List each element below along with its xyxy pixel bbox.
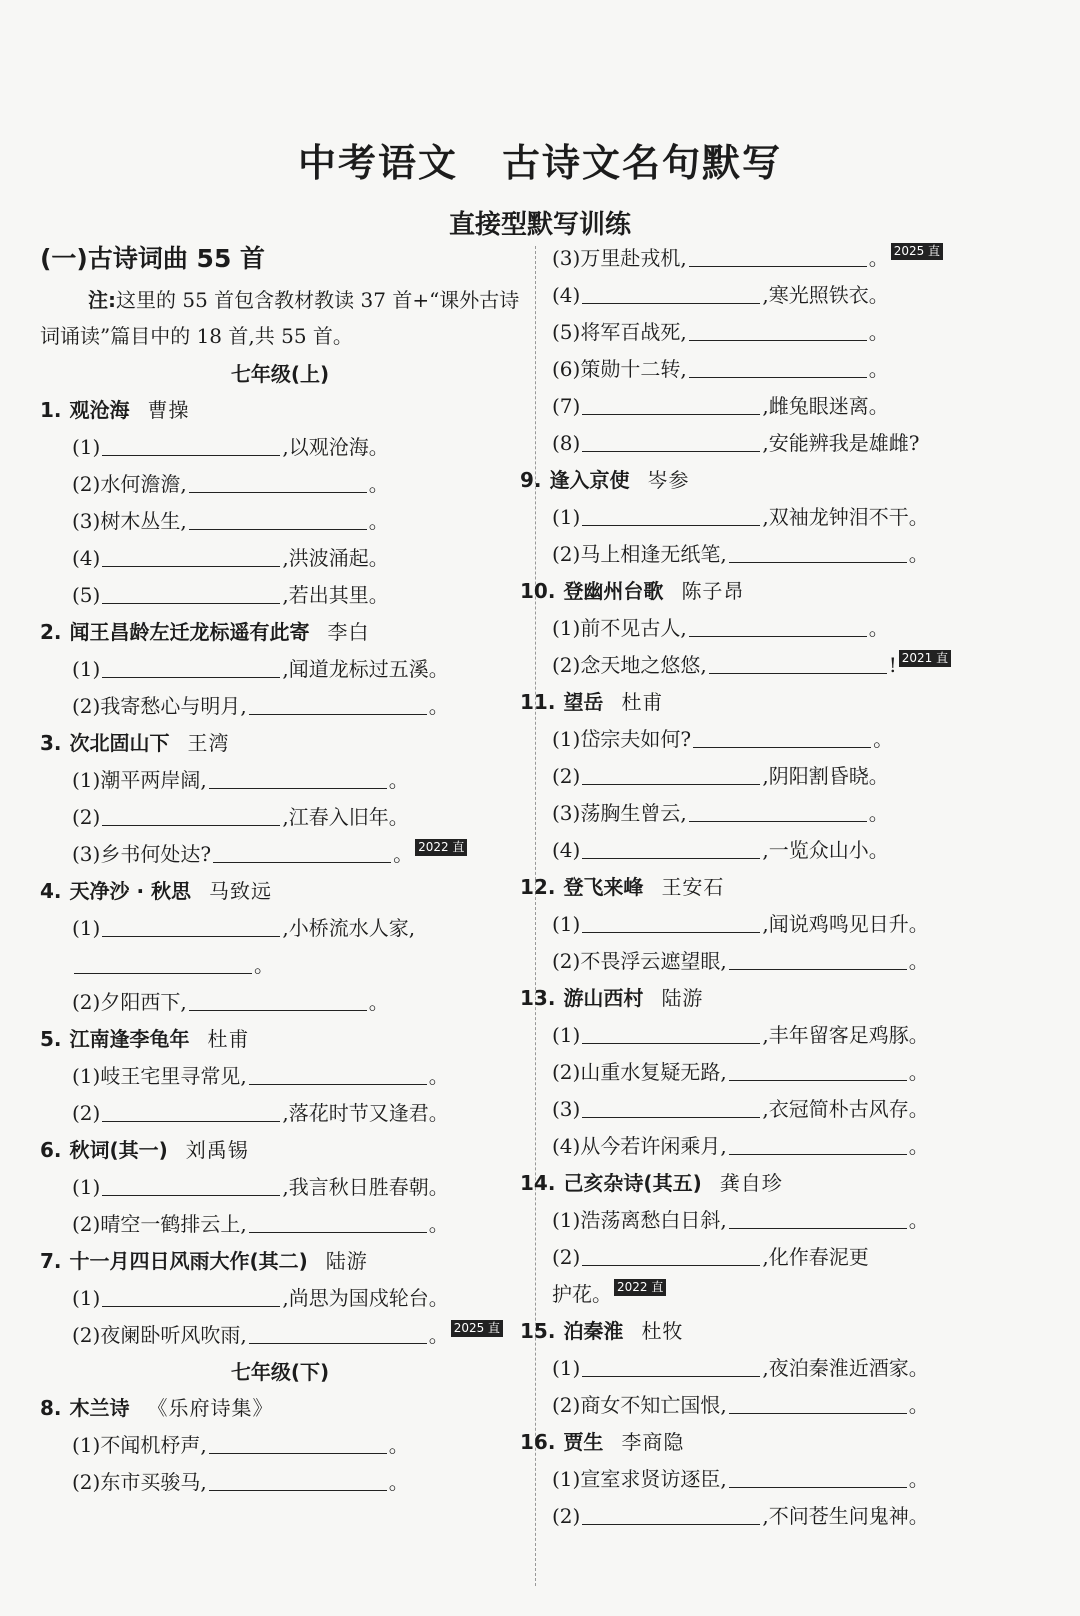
poem-title: 贾生 <box>563 1430 604 1454</box>
answer-blank[interactable] <box>729 1132 907 1155</box>
poem-number: 12. <box>520 875 556 899</box>
line-suffix: 。 <box>428 1064 449 1088</box>
grade-heading: 七年级(下) <box>230 1360 330 1384</box>
answer-blank[interactable] <box>102 1173 280 1196</box>
answer-blank[interactable] <box>209 766 387 789</box>
title-right: 古诗文名句默写 <box>502 141 783 185</box>
left-column <box>40 240 520 1501</box>
line-prefix: (2) <box>552 1504 581 1528</box>
line-suffix: 。 <box>868 616 889 640</box>
answer-blank[interactable] <box>729 947 907 970</box>
line-prefix: (1)前不见古人, <box>552 616 687 640</box>
poem-heading <box>520 573 1020 610</box>
line-suffix: ,雌兔眼迷离。 <box>762 394 889 418</box>
poem-heading <box>520 462 1020 499</box>
answer-blank[interactable] <box>582 1095 760 1118</box>
line-suffix: 。 <box>368 509 389 533</box>
right-column <box>520 240 1020 1535</box>
line-prefix: (1) <box>72 657 101 681</box>
fill-blank-line <box>40 1280 520 1317</box>
line-suffix: 。 <box>868 320 889 344</box>
fill-blank-line <box>40 799 520 836</box>
poem-number: 7. <box>40 1249 62 1273</box>
line-prefix: (2)马上相逢无纸笔, <box>552 542 727 566</box>
poem-title: 江南逢李龟年 <box>69 1027 190 1051</box>
line-prefix: (2)东市买骏马, <box>72 1470 207 1494</box>
fill-blank-line <box>520 906 1020 943</box>
note-label: 注: <box>88 288 116 312</box>
line-prefix: (2) <box>552 764 581 788</box>
line-prefix: (4) <box>552 283 581 307</box>
fill-blank-line <box>520 1128 1020 1165</box>
fill-blank-line <box>520 1276 1020 1313</box>
fill-blank-line <box>40 429 520 466</box>
poem-item <box>40 725 520 873</box>
line-suffix: ,落花时节又逢君。 <box>282 1101 449 1125</box>
line-suffix: ,小桥流水人家, <box>282 916 416 940</box>
answer-blank[interactable] <box>189 988 367 1011</box>
poem-number: 8. <box>40 1396 62 1420</box>
answer-blank[interactable] <box>729 540 907 563</box>
poem-title: 登幽州台歌 <box>563 579 664 603</box>
poem-heading <box>40 614 520 651</box>
grade-heading: 七年级(上) <box>230 362 330 386</box>
poem-number: 13. <box>520 986 556 1010</box>
poem-number: 11. <box>520 690 556 714</box>
line-suffix: ,寒光照铁衣。 <box>762 283 889 307</box>
answer-blank[interactable] <box>209 1468 387 1491</box>
line-prefix: (1)宣室求贤访逐臣, <box>552 1467 727 1491</box>
poem-item <box>40 873 520 1021</box>
poem-heading <box>520 684 1020 721</box>
fill-blank-line <box>40 1317 520 1354</box>
poem-author: 岑参 <box>647 468 690 492</box>
fill-blank-line <box>520 1387 1020 1424</box>
exam-year-badge: 2025 直 <box>451 1320 503 1337</box>
poem-title: 登飞来峰 <box>563 875 644 899</box>
poem-author: 杜牧 <box>641 1319 684 1343</box>
poem-title: 十一月四日风雨大作(其二) <box>69 1249 308 1273</box>
line-suffix: 。 <box>868 801 889 825</box>
section-note <box>40 282 520 354</box>
line-prefix: (1)潮平两岸阔, <box>72 768 207 792</box>
answer-blank[interactable] <box>729 1206 907 1229</box>
answer-blank[interactable] <box>729 1391 907 1414</box>
poem-author: 杜甫 <box>621 690 664 714</box>
poem-author: 王安石 <box>661 875 725 899</box>
poem-title: 游山西村 <box>563 986 644 1010</box>
line-prefix: (3)树木丛生, <box>72 509 187 533</box>
answer-blank[interactable] <box>102 581 280 604</box>
poem-heading <box>40 725 520 762</box>
fill-blank-line <box>520 1461 1020 1498</box>
fill-blank-line <box>40 1206 520 1243</box>
line-suffix: ,安能辨我是雄雌? <box>762 431 920 455</box>
fill-blank-line <box>40 947 520 984</box>
line-suffix: 。 <box>428 1212 449 1236</box>
line-prefix: (4) <box>552 838 581 862</box>
poem-number: 5. <box>40 1027 62 1051</box>
poem-title: 泊秦淮 <box>563 1319 624 1343</box>
answer-blank[interactable] <box>582 503 760 526</box>
line-prefix: (2)不畏浮云遮望眼, <box>552 949 727 973</box>
poem-number: 10. <box>520 579 556 603</box>
fill-blank-line <box>520 610 1020 647</box>
poem-title: 己亥杂诗(其五) <box>563 1171 702 1195</box>
answer-blank[interactable] <box>102 433 280 456</box>
line-suffix: ,闻道龙标过五溪。 <box>282 657 449 681</box>
answer-blank[interactable] <box>582 910 760 933</box>
line-prefix: (2)夕阳西下, <box>72 990 187 1014</box>
answer-blank[interactable] <box>693 725 871 748</box>
poem-item <box>520 462 1020 573</box>
poem-item <box>520 1424 1020 1535</box>
poem-author: 曹操 <box>147 398 190 422</box>
fill-blank-line <box>40 577 520 614</box>
fill-blank-line <box>40 1427 520 1464</box>
poem-number: 1. <box>40 398 62 422</box>
fill-blank-line <box>520 536 1020 573</box>
fill-blank-line <box>520 721 1020 758</box>
poem-number: 4. <box>40 879 62 903</box>
line-suffix: ,江春入旧年。 <box>282 805 409 829</box>
line-prefix: (2)山重水复疑无路, <box>552 1060 727 1084</box>
poem-author: 陆游 <box>325 1249 368 1273</box>
line-prefix: (1)岐王宅里寻常见, <box>72 1064 247 1088</box>
answer-blank[interactable] <box>729 1465 907 1488</box>
fill-blank-line <box>40 540 520 577</box>
line-suffix: 。 <box>388 768 409 792</box>
fill-blank-line <box>520 1202 1020 1239</box>
line-suffix: ,丰年留客足鸡豚。 <box>762 1023 929 1047</box>
fill-blank-line <box>520 388 1020 425</box>
poem-item <box>520 684 1020 869</box>
fill-blank-line <box>40 688 520 725</box>
answer-blank[interactable] <box>689 244 867 267</box>
answer-blank[interactable] <box>582 429 760 452</box>
line-suffix: ,不问苍生问鬼神。 <box>762 1504 929 1528</box>
answer-blank[interactable] <box>582 392 760 415</box>
poem-heading <box>520 1165 1020 1202</box>
poem-number: 3. <box>40 731 62 755</box>
answer-blank[interactable] <box>582 1021 760 1044</box>
fill-blank-line <box>40 651 520 688</box>
line-suffix: 。 <box>388 1433 409 1457</box>
poem-number: 6. <box>40 1138 62 1162</box>
line-suffix: 。 <box>908 542 929 566</box>
line-suffix: 。 <box>393 842 414 866</box>
line-suffix: 。 <box>908 1393 929 1417</box>
fill-blank-line <box>520 943 1020 980</box>
poem-number: 15. <box>520 1319 556 1343</box>
fill-blank-line <box>520 1350 1020 1387</box>
title-left: 中考语文 <box>297 141 458 185</box>
answer-blank[interactable] <box>189 470 367 493</box>
line-suffix: 。 <box>868 357 889 381</box>
line-prefix: (1) <box>552 1356 581 1380</box>
poem-item <box>520 869 1020 980</box>
fill-blank-line <box>40 1095 520 1132</box>
fill-blank-line <box>40 836 520 873</box>
answer-blank[interactable] <box>249 1210 427 1233</box>
answer-blank[interactable] <box>102 1099 280 1122</box>
line-prefix: (3)乡书何处达? <box>72 842 212 866</box>
fill-blank-line <box>520 1017 1020 1054</box>
answer-blank[interactable] <box>102 544 280 567</box>
poem-item <box>520 1313 1020 1424</box>
poem-author: 李白 <box>327 620 370 644</box>
poem-title: 逢入京使 <box>549 468 630 492</box>
line-suffix: 。 <box>428 1323 449 1347</box>
line-suffix: 。 <box>254 953 274 977</box>
fill-blank-line <box>520 499 1020 536</box>
line-suffix: 。 <box>428 694 449 718</box>
poem-author: 李商隐 <box>621 1430 685 1454</box>
poem-heading <box>520 1424 1020 1461</box>
line-prefix: (5)将军百战死, <box>552 320 687 344</box>
answer-blank[interactable] <box>582 1354 760 1377</box>
fill-blank-line <box>40 466 520 503</box>
fill-blank-line <box>40 1169 520 1206</box>
fill-blank-line <box>520 425 1020 462</box>
line-prefix: (4) <box>72 546 101 570</box>
line-prefix: (6)策勋十二转, <box>552 357 687 381</box>
poem-heading <box>40 1243 520 1280</box>
poem-number: 16. <box>520 1430 556 1454</box>
poem-author: 《乐府诗集》 <box>147 1396 274 1420</box>
answer-blank[interactable] <box>213 840 391 863</box>
answer-blank[interactable] <box>102 1284 280 1307</box>
line-suffix: ,洪波涌起。 <box>282 546 389 570</box>
line-prefix: (1)岱宗夫如何? <box>552 727 692 751</box>
poem-item <box>40 392 520 614</box>
poem-item <box>40 1243 520 1354</box>
poem-author: 马致远 <box>209 879 273 903</box>
poem-item <box>40 1132 520 1243</box>
poem-title: 观沧海 <box>69 398 130 422</box>
line-suffix: ,以观沧海。 <box>282 435 389 459</box>
line-prefix: (1) <box>552 505 581 529</box>
line-suffix: ,双袖龙钟泪不干。 <box>762 505 929 529</box>
fill-blank-line <box>520 758 1020 795</box>
answer-blank[interactable] <box>689 614 867 637</box>
poem-author: 杜甫 <box>207 1027 250 1051</box>
fill-blank-line <box>520 314 1020 351</box>
answer-blank[interactable] <box>74 951 252 974</box>
line-prefix: (2)夜阑卧听风吹雨, <box>72 1323 247 1347</box>
poem-heading <box>520 869 1020 906</box>
line-prefix: (3) <box>552 1097 581 1121</box>
line-suffix: 。 <box>368 990 389 1014</box>
poem-heading <box>520 980 1020 1017</box>
line-suffix: 。 <box>908 949 929 973</box>
answer-blank[interactable] <box>209 1431 387 1454</box>
line-prefix: (1)浩荡离愁白日斜, <box>552 1208 727 1232</box>
line-suffix: ,化作春泥更 <box>762 1245 869 1269</box>
fill-blank-line <box>520 240 1020 277</box>
line-suffix: ,尚思为国戍轮台。 <box>282 1286 449 1310</box>
line-prefix: (1) <box>552 912 581 936</box>
answer-blank[interactable] <box>249 1062 427 1085</box>
line-prefix: (1) <box>72 1175 101 1199</box>
line-prefix: (1)不闻机杼声, <box>72 1433 207 1457</box>
answer-blank[interactable] <box>582 1502 760 1525</box>
line-suffix: ,闻说鸡鸣见日升。 <box>762 912 929 936</box>
line-prefix: (5) <box>72 583 101 607</box>
poem-title: 次北固山下 <box>69 731 170 755</box>
line-suffix: 。 <box>908 1467 929 1491</box>
line-prefix: (3)荡胸生曾云, <box>552 801 687 825</box>
poem-title: 秋词(其一) <box>69 1138 168 1162</box>
line-prefix: (2)商女不知亡国恨, <box>552 1393 727 1417</box>
poem-author: 龚自珍 <box>719 1171 783 1195</box>
page-title <box>0 132 1080 187</box>
line-suffix: 。 <box>368 472 389 496</box>
poem-heading <box>520 1313 1020 1350</box>
answer-blank[interactable] <box>582 762 760 785</box>
fill-blank-line <box>520 277 1020 314</box>
line-prefix: (3)万里赴戎机, <box>552 246 687 270</box>
line-prefix: (2)我寄愁心与明月, <box>72 694 247 718</box>
poem-heading <box>40 1132 520 1169</box>
answer-blank[interactable] <box>709 651 887 674</box>
line-prefix: (2)念天地之悠悠, <box>552 653 707 677</box>
line-prefix: (2) <box>552 1245 581 1269</box>
poem-title: 天净沙 · 秋思 <box>69 879 192 903</box>
note-text: 这里的 55 首包含教材教读 37 首+“课外古诗词诵读”篇目中的 18 首,共 55 首。 <box>40 288 520 348</box>
answer-blank[interactable] <box>582 836 760 859</box>
poem-item <box>520 1165 1020 1313</box>
line-suffix: 。 <box>908 1060 929 1084</box>
fill-blank-line <box>40 503 520 540</box>
line-prefix: (1) <box>72 435 101 459</box>
poem-number: 9. <box>520 468 542 492</box>
line-prefix: (1) <box>72 1286 101 1310</box>
fill-blank-line <box>40 910 520 947</box>
line-prefix: (7) <box>552 394 581 418</box>
line-prefix: (2)水何澹澹, <box>72 472 187 496</box>
exam-year-badge: 2022 直 <box>415 839 467 856</box>
line-suffix: ,衣冠简朴古风存。 <box>762 1097 929 1121</box>
fill-blank-line <box>520 832 1020 869</box>
line-prefix: (2)晴空一鹤排云上, <box>72 1212 247 1236</box>
fill-blank-line <box>520 1498 1020 1535</box>
fill-blank-line <box>40 1058 520 1095</box>
poem-author: 王湾 <box>187 731 230 755</box>
line-suffix: 。 <box>873 727 894 751</box>
answer-blank[interactable] <box>249 1321 427 1344</box>
poem-heading <box>40 1021 520 1058</box>
line-prefix: (4)从今若许闲乘月, <box>552 1134 727 1158</box>
answer-blank[interactable] <box>102 655 280 678</box>
poem-title: 木兰诗 <box>69 1396 130 1420</box>
answer-blank[interactable] <box>189 507 367 530</box>
line-suffix: ,一览众山小。 <box>762 838 889 862</box>
line-prefix: (2) <box>72 1101 101 1125</box>
exam-year-badge: 2022 直 <box>614 1279 666 1296</box>
fill-blank-line <box>520 351 1020 388</box>
poem-heading <box>40 873 520 910</box>
line-suffix: ,夜泊秦淮近酒家。 <box>762 1356 929 1380</box>
poem-item <box>520 980 1020 1165</box>
fill-blank-line <box>520 1091 1020 1128</box>
line-suffix: 。 <box>388 1470 409 1494</box>
poem-item <box>40 1021 520 1132</box>
answer-blank[interactable] <box>689 355 867 378</box>
poem-author: 陈子昂 <box>681 579 745 603</box>
answer-blank[interactable] <box>689 799 867 822</box>
line-prefix: (1) <box>72 916 101 940</box>
poem-author: 刘禹锡 <box>185 1138 249 1162</box>
poem-number: 2. <box>40 620 62 644</box>
poem-heading <box>40 392 520 429</box>
poem-item <box>40 1390 520 1501</box>
answer-blank[interactable] <box>249 692 427 715</box>
answer-blank[interactable] <box>102 803 280 826</box>
fill-blank-line <box>40 984 520 1021</box>
exam-year-badge: 2021 直 <box>899 650 951 667</box>
line-suffix: ,我言秋日胜春朝。 <box>282 1175 449 1199</box>
section-title: (一)古诗词曲 55 首 <box>40 244 266 273</box>
fill-blank-line <box>520 1054 1020 1091</box>
fill-blank-line <box>520 795 1020 832</box>
line-suffix: ! <box>888 653 897 677</box>
exam-year-badge: 2025 直 <box>891 243 943 260</box>
line-suffix: 。 <box>868 246 889 270</box>
poem-author: 陆游 <box>661 986 704 1010</box>
fill-blank-line <box>520 1239 1020 1276</box>
fill-blank-line <box>40 1464 520 1501</box>
line-suffix: ,阴阳割昏晓。 <box>762 764 889 788</box>
poem-continuation <box>520 240 1020 462</box>
poem-title: 闻王昌龄左迁龙标遥有此寄 <box>69 620 310 644</box>
fill-blank-line <box>40 762 520 799</box>
poem-heading <box>40 1390 520 1427</box>
line-suffix: ,若出其里。 <box>282 583 389 607</box>
line-prefix: (2) <box>72 805 101 829</box>
fill-blank-line <box>520 647 1020 684</box>
line-prefix: (8) <box>552 431 581 455</box>
page-subtitle: 直接型默写训练 <box>448 210 631 240</box>
answer-blank[interactable] <box>689 318 867 341</box>
line-suffix: 。 <box>908 1134 929 1158</box>
poem-title: 望岳 <box>563 690 604 714</box>
line-prefix: (1) <box>552 1023 581 1047</box>
answer-blank[interactable] <box>729 1058 907 1081</box>
answer-blank[interactable] <box>102 914 280 937</box>
answer-blank[interactable] <box>582 281 760 304</box>
answer-blank[interactable] <box>582 1243 760 1266</box>
line-suffix: 。 <box>908 1208 929 1232</box>
poem-item <box>520 573 1020 684</box>
poem-number: 14. <box>520 1171 556 1195</box>
line-prefix: 护花。 <box>552 1282 612 1306</box>
poem-item <box>40 614 520 725</box>
